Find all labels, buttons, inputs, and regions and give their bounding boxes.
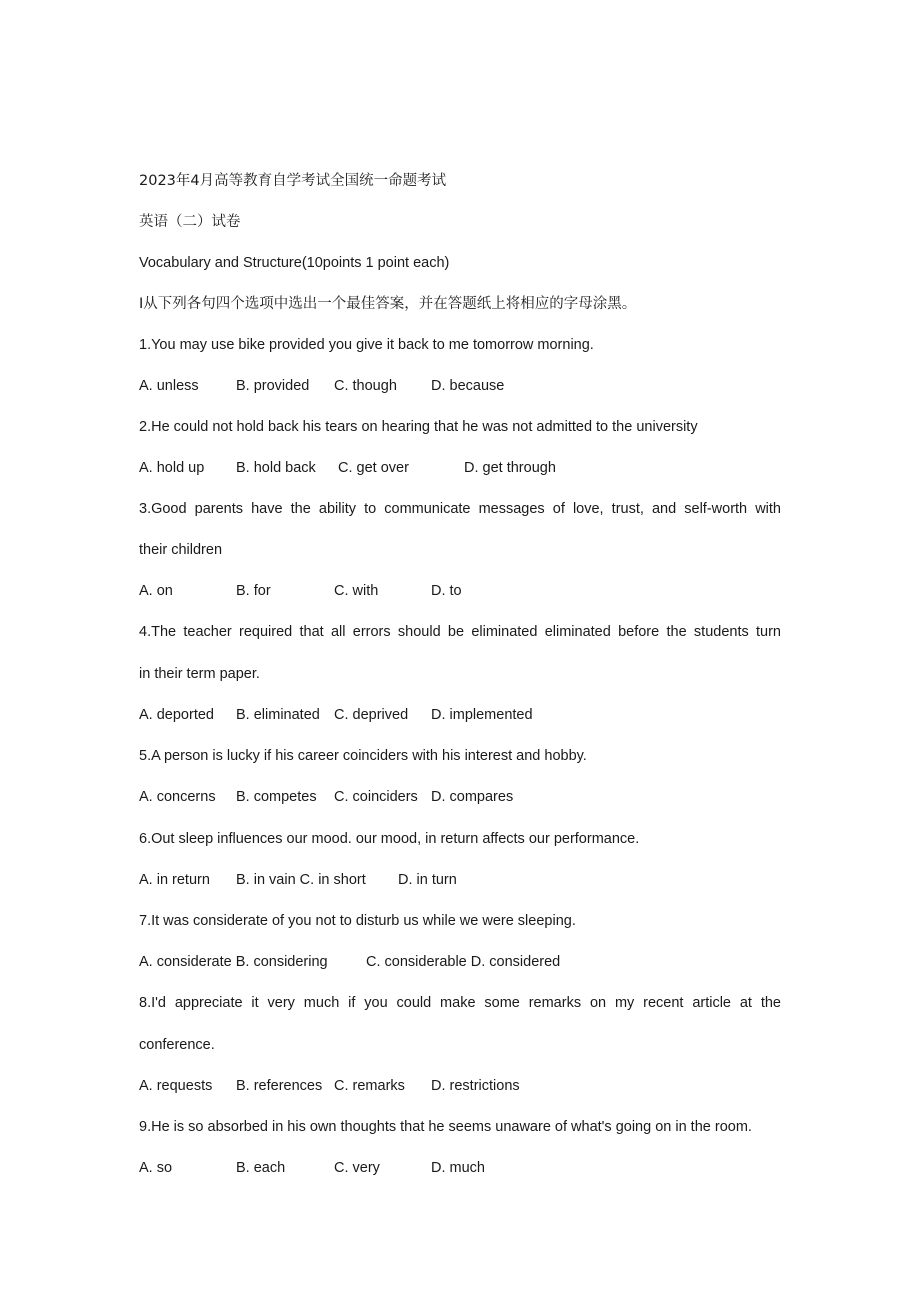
question-4-stem: 4.The teacher required that all errors should be eliminated eliminated before the students turn xyxy=(139,624,781,640)
section-title: Vocabulary and Structure(10points 1 point each) xyxy=(139,255,450,271)
option-d: D. restrictions xyxy=(431,1078,520,1094)
option-a: A. requests xyxy=(139,1078,213,1094)
question-8-stem-cont: conference. xyxy=(139,1037,215,1053)
option-a: A. deported xyxy=(139,707,214,723)
question-2-stem: 2.He could not hold back his tears on hearing that he was not admitted to the university xyxy=(139,419,698,435)
question-3-stem-cont: their children xyxy=(139,542,223,558)
question-7-stem: 7.It was considerate of you not to disturb us while we were sleeping. xyxy=(139,913,576,929)
option-b: B. references xyxy=(236,1078,323,1094)
question-4-stem-cont: in their term paper. xyxy=(139,666,260,682)
exam-page xyxy=(139,0,781,1302)
paper-title: 英语（二）试卷 xyxy=(139,214,241,230)
option-d: D. much xyxy=(431,1160,485,1176)
option-a-b: A. considerate B. considering xyxy=(139,954,328,970)
option-b: B. competes xyxy=(236,789,317,805)
option-a: A. in return xyxy=(139,872,210,888)
option-a: A. unless xyxy=(139,378,199,394)
option-b-c: B. in vain C. in short xyxy=(236,872,366,888)
option-b: B. hold back xyxy=(236,460,316,476)
option-c: C. deprived xyxy=(334,707,409,723)
option-b: B. provided xyxy=(236,378,310,394)
question-3-stem: 3.Good parents have the ability to communicate messages of love, trust, and self-worth with xyxy=(139,501,781,517)
option-b: B. eliminated xyxy=(236,707,320,723)
exam-title: 2023年4月高等教育自学考试全国统一命题考试 xyxy=(139,173,447,189)
option-c: C. though xyxy=(334,378,397,394)
question-6-stem: 6.Out sleep influences our mood. our mood, in return affects our performance. xyxy=(139,831,640,847)
option-c-d: C. considerable D. considered xyxy=(366,954,561,970)
question-8-stem: 8.I'd appreciate it very much if you could make some remarks on my recent article at the xyxy=(139,995,781,1011)
option-c: C. get over xyxy=(338,460,409,476)
option-b: B. for xyxy=(236,583,271,599)
option-a: A. so xyxy=(139,1160,173,1176)
question-9-stem: 9.He is so absorbed in his own thoughts that he seems unaware of what's going on in the room. xyxy=(139,1119,752,1135)
option-d: D. in turn xyxy=(398,872,457,888)
option-d: D. to xyxy=(431,583,462,599)
question-1-stem: 1.You may use bike provided you give it back to me tomorrow morning. xyxy=(139,337,594,353)
option-c: C. coinciders xyxy=(334,789,418,805)
question-5-stem: 5.A person is lucky if his career coinciders with his interest and hobby. xyxy=(139,748,587,764)
option-a: A. hold up xyxy=(139,460,205,476)
option-c: C. very xyxy=(334,1160,380,1176)
option-d: D. compares xyxy=(431,789,514,805)
option-b: B. each xyxy=(236,1160,286,1176)
option-d: D. get through xyxy=(464,460,556,476)
option-a: A. concerns xyxy=(139,789,216,805)
instruction: Ⅰ从下列各句四个选项中选出一个最佳答案，并在答题纸上将相应的字母涂黑。 xyxy=(139,296,637,312)
option-c: C. remarks xyxy=(334,1078,405,1094)
option-a: A. on xyxy=(139,583,173,599)
option-d: D. implemented xyxy=(431,707,533,723)
option-c: C. with xyxy=(334,583,379,599)
option-d: D. because xyxy=(431,378,505,394)
